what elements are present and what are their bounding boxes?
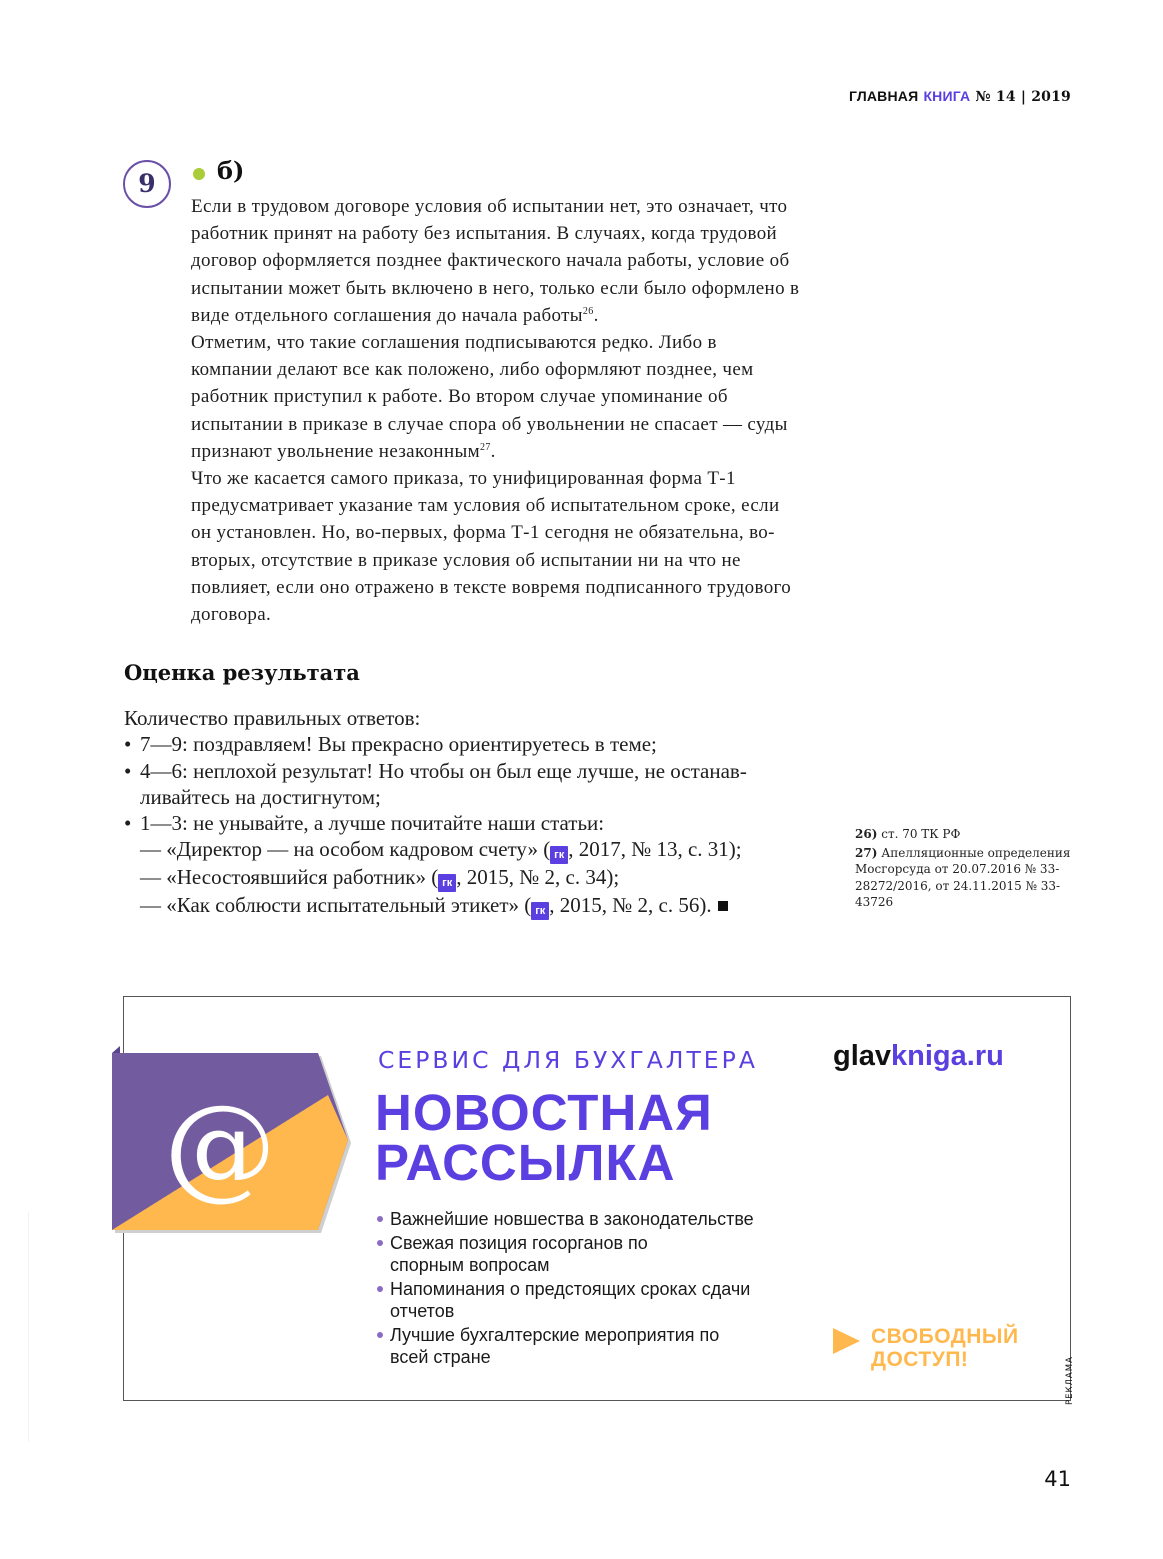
feature-text: Свежая позиция госорганов по спорным вопросам bbox=[390, 1232, 648, 1275]
page-number: 41 bbox=[1044, 1467, 1071, 1491]
bullet: • bbox=[124, 811, 132, 836]
footnote-ref[interactable]: 26 bbox=[582, 305, 594, 317]
result-item-continuation: ливайтесь на достигнутом; bbox=[140, 784, 381, 809]
ad-title bbox=[375, 1084, 713, 1191]
ad-feature bbox=[376, 1208, 780, 1231]
paragraph-text: . bbox=[593, 304, 599, 326]
site-link[interactable] bbox=[833, 1040, 1004, 1073]
ad-title-line: НОВОСТНАЯ bbox=[375, 1084, 713, 1141]
result-item bbox=[124, 810, 824, 836]
bullet: • bbox=[124, 732, 132, 757]
feature-text: Напоминания о предстоящих сроках сдачи отчетов bbox=[390, 1278, 751, 1321]
result-text: 1—3: не унывайте, а лучше почитайте наши статьи: bbox=[140, 811, 605, 836]
ad-feature bbox=[376, 1324, 730, 1369]
paragraph-text: . bbox=[490, 440, 496, 462]
paragraph-text: Если в трудовом договоре условия об испытании нет, это означает, что работник принят на работу без испытания. В случаях, когда трудовой договор оформляется позднее фактического начала работы, условие об испытании может быть включено в него, только если было оформлено в виде отдельного соглашения до начала работы bbox=[191, 196, 800, 326]
section-title: Оценка результата bbox=[124, 660, 360, 685]
article-link[interactable] bbox=[124, 836, 824, 864]
gk-logo-icon: гк bbox=[438, 874, 456, 892]
article-ref: , 2017, № 13, с. 31); bbox=[568, 837, 742, 862]
ad-subtitle: СЕРВИС ДЛЯ БУХГАЛТЕРА bbox=[378, 1046, 758, 1074]
footnote-number: 27) bbox=[855, 846, 878, 861]
gk-logo-icon: гк bbox=[531, 902, 549, 920]
paragraph: Что же касается самого приказа, то унифицированная форма Т-1 предусматривает указание там условия об испытательном сроке, если он установлен. Но, во-первых, форма Т-1 сегодня не обязательна, во-вторых, отсутствие в приказе условия об испытании ни на что не повлияет, если оно отражено в тексте вовремя подписанного трудового договора. bbox=[191, 468, 792, 626]
footnote-text: ст. 70 ТК РФ bbox=[881, 827, 961, 841]
magazine-name-part1: ГЛАВНАЯ bbox=[849, 88, 919, 104]
cta-text bbox=[871, 1325, 1019, 1371]
article-ref: , 2015, № 2, с. 56). bbox=[549, 893, 712, 918]
paragraph bbox=[191, 329, 803, 465]
running-header bbox=[849, 88, 1071, 105]
ad-label: РЕКЛАМА bbox=[1065, 1356, 1075, 1405]
article-title: — «Как соблюсти испытательный этикет» ( bbox=[140, 893, 532, 918]
page-edge-line bbox=[28, 1212, 29, 1442]
result-text: 4—6: неплохой результат! Но чтобы он был еще лучше, не останав- bbox=[140, 758, 747, 783]
results-list bbox=[124, 705, 824, 920]
answer-explanation bbox=[191, 193, 803, 628]
article-link[interactable] bbox=[124, 864, 824, 892]
paragraph bbox=[191, 193, 803, 329]
footnote-text: Апелляционные определения Мосгорсуда от 20.07.2016 № 33-28272/2016, от 24.11.2015 № 33-43726 bbox=[855, 846, 1071, 909]
feature-text: Важнейшие новшества в законодательстве bbox=[390, 1209, 754, 1229]
at-symbol: @ bbox=[164, 1082, 276, 1212]
magazine-name-part2: КНИГА bbox=[923, 88, 971, 104]
ad-feature bbox=[376, 1232, 660, 1277]
ad-feature bbox=[376, 1278, 780, 1323]
cta-line: ДОСТУП! bbox=[871, 1348, 969, 1371]
article-ref: , 2015, № 2, с. 34); bbox=[456, 865, 620, 890]
ad-title-line: РАССЫЛКА bbox=[375, 1134, 676, 1191]
cta-line: СВОБОДНЫЙ bbox=[871, 1325, 1019, 1348]
answer-letter: б) bbox=[217, 156, 245, 185]
site-part2: kniga.ru bbox=[891, 1040, 1004, 1072]
end-mark-icon bbox=[718, 901, 728, 911]
gk-logo-icon: гк bbox=[550, 846, 568, 864]
article-title: — «Несостоявшийся работник» ( bbox=[140, 865, 439, 890]
footnote bbox=[855, 826, 1085, 842]
badge-fold bbox=[112, 1040, 120, 1053]
footnote-number: 26) bbox=[855, 827, 878, 841]
footnotes bbox=[855, 826, 1085, 913]
footnote bbox=[855, 845, 1085, 910]
at-badge-icon bbox=[108, 1040, 353, 1235]
play-arrow-icon bbox=[833, 1328, 860, 1354]
correct-answer-dot-icon bbox=[193, 168, 205, 180]
result-item bbox=[124, 731, 824, 757]
ad-feature-list bbox=[376, 1208, 780, 1370]
article-link[interactable] bbox=[124, 892, 824, 920]
result-item bbox=[124, 758, 824, 784]
site-part1: glav bbox=[833, 1040, 892, 1072]
footnote-ref[interactable]: 27 bbox=[479, 441, 491, 453]
paragraph-text: Отметим, что такие соглашения подписываются редко. Либо в компании делают все как положено, либо оформляют позднее, чем работник приступил к работе. Во втором случае упоминание об испытании в приказе в случае спора об увольнении не спасает — суды признают увольнение незаконным bbox=[191, 332, 788, 462]
result-text: 7—9: поздравляем! Вы прекрасно ориентируетесь в теме; bbox=[140, 732, 657, 757]
article-title: — «Директор — на особом кадровом счету» ( bbox=[140, 837, 551, 862]
results-intro: Количество правильных ответов: bbox=[124, 706, 421, 730]
question-number-badge: 9 bbox=[123, 160, 171, 208]
feature-text: Лучшие бухгалтерские мероприятия по всей стране bbox=[390, 1324, 720, 1367]
issue-info: № 14 | 2019 bbox=[975, 89, 1071, 105]
bullet: • bbox=[124, 758, 132, 783]
